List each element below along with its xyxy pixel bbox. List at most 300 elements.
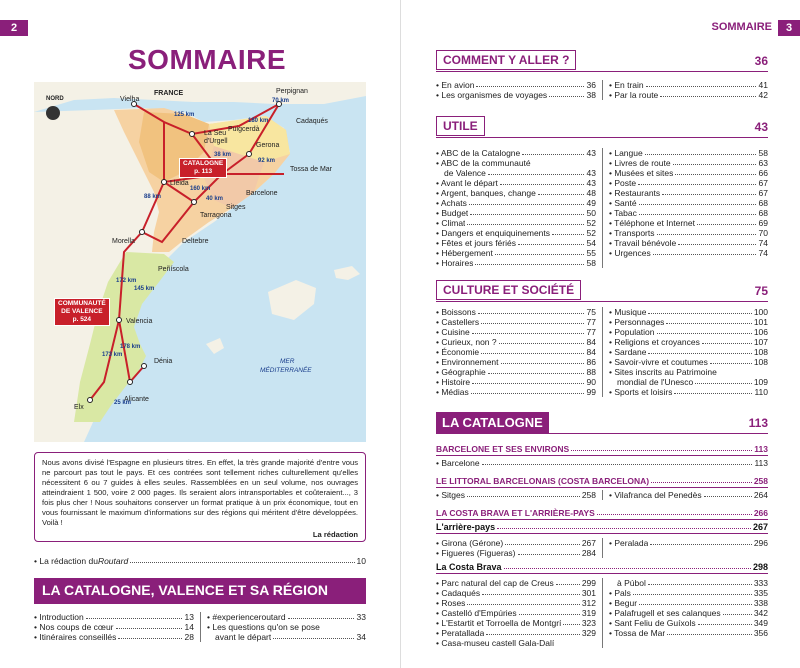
leader-dots [472, 377, 584, 384]
toc-column [436, 490, 602, 500]
city-label-deltebre: Deltebre [182, 238, 209, 245]
distance-label: 178 km [120, 344, 141, 350]
toc-entry[interactable] [436, 307, 596, 317]
leader-dots [633, 588, 752, 595]
leader-dots [662, 188, 756, 195]
section-columns [436, 578, 768, 648]
toc-entry-page: 264 [753, 490, 768, 500]
toc-entry[interactable] [436, 327, 596, 337]
toc-entry[interactable] [609, 387, 768, 397]
leader-dots [646, 80, 756, 87]
toc-entry[interactable] [34, 622, 194, 632]
leader-dots [549, 90, 584, 97]
leader-dots [497, 522, 751, 529]
subsection-page: 267 [752, 522, 768, 532]
toc-entry[interactable] [436, 578, 596, 588]
subsection-title: LE LITTORAL BARCELONAIS (COSTA BARCELONA) [436, 476, 650, 486]
toc-entry[interactable] [609, 367, 768, 377]
leader-dots [518, 548, 580, 555]
toc-entry-label: • Dangers et enquiquinements [436, 228, 551, 238]
toc-entry-label: • Girona (Gérone) [436, 538, 504, 548]
toc-entry-page: 33 [356, 612, 366, 622]
distance-label: 40 km [206, 196, 224, 202]
toc-entry-label: • Cuisine [436, 327, 470, 337]
subsection-title: La Costa Brava [436, 562, 502, 572]
leader-dots [648, 307, 751, 314]
toc-entry-page: 267 [581, 538, 596, 548]
leader-dots [657, 327, 752, 334]
subsection-header[interactable] [436, 522, 768, 534]
toc-entry[interactable] [436, 618, 596, 628]
leader-dots [505, 538, 580, 545]
toc-entry-label: • Pals [609, 588, 631, 598]
toc-entry[interactable] [436, 347, 596, 357]
toc-entry-page: 50 [586, 208, 596, 218]
toc-column [34, 612, 200, 642]
toc-entry-page: 258 [581, 490, 596, 500]
toc-entry-label: • Tossa de Mar [609, 628, 666, 638]
toc-entry[interactable] [436, 490, 596, 500]
subsection-title: L'arrière-pays [436, 522, 496, 532]
toc-entry[interactable] [609, 317, 768, 327]
toc-entry-label: • ABC de la Catalogne [436, 148, 521, 158]
toc-entry-label: • Climat [436, 218, 466, 228]
toc-entry[interactable] [436, 317, 596, 327]
toc-entry[interactable] [436, 208, 596, 218]
leader-dots [486, 628, 579, 635]
sea-label: MÉDITERRANÉE [260, 367, 312, 374]
leader-dots [500, 178, 584, 185]
toc-entry-page: 296 [753, 538, 768, 548]
region-box-line: CATALOGNE [183, 160, 224, 167]
subsection-header[interactable] [436, 476, 768, 488]
toc-entry[interactable] [609, 628, 768, 638]
city-label-perpignan: Perpignan [276, 88, 308, 95]
toc-entry-page: 108 [753, 357, 768, 367]
section-columns [436, 148, 768, 268]
toc-entry-label: • Barcelone [436, 458, 480, 468]
toc-entry-label: • Religions et croyances [609, 337, 700, 347]
toc-entry[interactable] [436, 598, 596, 608]
leader-dots [710, 357, 752, 364]
toc-entry[interactable] [609, 490, 768, 500]
leader-dots [522, 148, 584, 155]
toc-entry-page: 329 [581, 628, 596, 638]
france-label: FRANCE [154, 90, 184, 97]
toc-entry-page: 335 [753, 588, 768, 598]
leader-dots [86, 612, 182, 619]
toc-column [436, 538, 602, 558]
toc-entry-page: 67 [758, 178, 768, 188]
toc-entry[interactable] [436, 188, 596, 198]
toc-entry-page: 48 [586, 188, 596, 198]
toc-entry[interactable] [436, 248, 596, 258]
leader-dots [698, 618, 752, 625]
toc-entry-label: • Tabac [609, 208, 637, 218]
subsection-page: 298 [752, 562, 768, 572]
toc-entry[interactable] [436, 588, 596, 598]
distance-label: 92 km [258, 158, 276, 164]
toc-entry-page: 43 [586, 178, 596, 188]
distance-label: 173 km [102, 352, 123, 358]
subsection-page: 113 [754, 444, 768, 454]
toc-entry[interactable] [609, 198, 768, 208]
toc-entry-page: 312 [581, 598, 596, 608]
region-box-line: p. 113 [194, 168, 213, 175]
toc-entry-label: • Vilafranca del Penedès [609, 490, 702, 500]
toc-entry[interactable] [609, 188, 768, 198]
toc-entry-label: • Avant le départ [436, 178, 498, 188]
section-header-utile[interactable] [436, 116, 768, 138]
toc-entry[interactable] [436, 148, 596, 158]
leader-dots [482, 458, 753, 465]
city-label-alicante: Alicante [124, 396, 149, 403]
toc-entry[interactable] [436, 80, 596, 90]
city-label-barcelone: Barcelone [246, 190, 278, 197]
toc-entry-label: • L'Estartit et Torroella de Montgrí [436, 618, 562, 628]
toc-entry[interactable] [436, 198, 596, 208]
toc-entry-page: 74 [758, 248, 768, 258]
toc-entry-label: • Économie [436, 347, 480, 357]
toc-entry-label: • Population [609, 327, 655, 337]
toc-entry-label: • Livres de route [609, 158, 671, 168]
sea-label: MER [280, 358, 295, 365]
distance-label: 70 km [272, 98, 290, 104]
region-map [34, 82, 366, 442]
toc-entry-italic: Routard [97, 556, 129, 566]
toc-entry[interactable] [436, 548, 596, 558]
city-label-puigcerda: Puigcerdà [228, 126, 260, 133]
toc-entry-label: à Púbol [617, 578, 646, 588]
leader-dots [657, 228, 757, 235]
toc-entry[interactable] [609, 307, 768, 317]
section-banner: LA CATALOGNE, VALENCE ET SA RÉGION [34, 578, 366, 604]
toc-entry[interactable] [609, 228, 768, 238]
toc-entry-label: • Parc natural del cap de Creus [436, 578, 554, 588]
leader-dots [673, 158, 756, 165]
subsection-page: 266 [753, 508, 768, 518]
toc-entry[interactable] [436, 538, 596, 548]
toc-entry-label: • Poste [609, 178, 637, 188]
toc-entry[interactable] [436, 228, 596, 238]
toc-entry[interactable] [609, 80, 768, 90]
section-title: LA CATALOGNE [436, 412, 549, 433]
leader-dots [674, 387, 752, 394]
leader-dots [488, 168, 584, 175]
toc-entry-page: 84 [586, 337, 596, 347]
toc-entry-page: 319 [581, 608, 596, 618]
toc-entry[interactable] [609, 327, 768, 337]
city-label-sitges: Sitges [226, 204, 246, 211]
leader-dots [471, 387, 584, 394]
section-header-catalogne[interactable] [436, 412, 768, 434]
toc-entry[interactable] [207, 622, 366, 632]
section-page: 43 [754, 120, 768, 134]
toc-entry[interactable] [609, 538, 768, 548]
section-header-culture[interactable] [436, 280, 768, 302]
toc-entry[interactable] [609, 168, 768, 178]
city-label-valencia: Valencia [126, 318, 153, 325]
toc-entry[interactable] [609, 158, 768, 168]
toc-entry[interactable] [436, 367, 596, 377]
toc-column [200, 612, 366, 642]
toc-entry[interactable] [34, 612, 194, 622]
toc-entry-page: 100 [753, 307, 768, 317]
leader-dots [467, 490, 580, 497]
toc-entry-page: 49 [586, 198, 596, 208]
toc-entry-label: • Sant Feliu de Guíxols [609, 618, 696, 628]
leader-dots [660, 90, 756, 97]
toc-entry-page: 52 [586, 218, 596, 228]
toc-entry[interactable] [609, 588, 768, 598]
toc-entry-label: • Transports [609, 228, 655, 238]
toc-entry[interactable] [436, 458, 768, 468]
toc-entry-label: • Histoire [436, 377, 471, 387]
toc-entry-page: 67 [758, 188, 768, 198]
toc-entry-label: • Figueres (Figueras) [436, 548, 516, 558]
section-columns [436, 538, 768, 558]
distance-label: 25 km [114, 400, 132, 406]
toc-entry-label: • Téléphone et Internet [609, 218, 695, 228]
toc-entry-page: 342 [753, 608, 768, 618]
toc-column [602, 148, 768, 268]
leader-dots [481, 317, 584, 324]
section-header-comment[interactable] [436, 50, 768, 72]
toc-entry-page: 338 [753, 598, 768, 608]
section-page: 113 [748, 416, 768, 430]
toc-entry-page: 101 [753, 317, 768, 327]
leader-dots [472, 327, 584, 334]
leader-dots [469, 198, 584, 205]
section-columns [436, 490, 768, 500]
toc-entry[interactable] [609, 337, 768, 347]
intro-signature: La rédaction [312, 530, 358, 539]
toc-entry[interactable] [34, 632, 194, 642]
city-label-gerona: Gerona [256, 142, 280, 149]
distance-label: 38 km [214, 152, 232, 158]
toc-entry[interactable] [609, 618, 768, 628]
toc-entry-label: • Begur [609, 598, 638, 608]
toc-entry-label: • Introduction [34, 612, 84, 622]
toc-entry-label: avant le départ [215, 632, 272, 642]
region-box-valence [54, 298, 110, 326]
toc-entry[interactable] [436, 357, 596, 367]
subsection-header[interactable] [436, 562, 768, 574]
leader-dots [651, 476, 752, 483]
distance-label: 125 km [174, 112, 195, 118]
toc-entry-page: 38 [586, 90, 596, 100]
leader-dots [519, 608, 580, 615]
toc-entry[interactable] [436, 258, 596, 268]
toc-entry-page: 36 [586, 80, 596, 90]
toc-entry-page: 41 [758, 80, 768, 90]
toc-entry-page: 77 [586, 317, 596, 327]
leader-dots [475, 258, 584, 265]
toc-entry-page: 34 [356, 632, 366, 642]
toc-entry-label: • ABC de la communauté [436, 158, 531, 168]
subsection-page: 258 [753, 476, 768, 486]
toc-entry[interactable] [436, 377, 596, 387]
section-title: COMMENT Y ALLER ? [436, 50, 576, 70]
toc-entry[interactable] [609, 238, 768, 248]
toc-entry[interactable] [436, 238, 596, 248]
toc-entry[interactable] [609, 148, 768, 158]
toc-entry-label: • Palafrugell et ses calanques [609, 608, 721, 618]
toc-entry-label: • Langue [609, 148, 643, 158]
toc-entry-label: • Urgences [609, 248, 651, 258]
toc-entry[interactable] [436, 218, 596, 228]
toc-entry-label: • Environnement [436, 357, 499, 367]
toc-column [602, 538, 768, 558]
toc-entry-page: 284 [581, 548, 596, 558]
toc-entry-label: • Fêtes et jours fériés [436, 238, 516, 248]
toc-entry[interactable] [609, 347, 768, 357]
region-box-line: DE VALENCE [61, 308, 103, 315]
toc-entry-page: 299 [581, 578, 596, 588]
toc-entry-label: • Géographie [436, 367, 486, 377]
toc-entry-label: • Sites inscrits au Patrimoine [609, 367, 717, 377]
toc-entry-page: 356 [753, 628, 768, 638]
region-box-line: p. 524 [72, 316, 92, 323]
toc-entry-page: 113 [754, 458, 768, 468]
leader-dots [597, 508, 752, 515]
toc-entry-label: • Musique [609, 307, 647, 317]
leader-dots [702, 337, 752, 344]
toc-entry-label: • Itinéraires conseillés [34, 632, 117, 642]
toc-entry-page: 55 [586, 248, 596, 258]
city-label-urgell: d'Urgell [204, 138, 228, 145]
toc-entry[interactable] [34, 556, 366, 566]
toc-entry-row [436, 458, 768, 468]
section-title: CULTURE ET SOCIÉTÉ [436, 280, 581, 300]
toc-entry[interactable] [609, 178, 768, 188]
toc-entry[interactable] [436, 178, 596, 188]
toc-entry[interactable] [609, 377, 768, 387]
leader-dots [130, 556, 354, 563]
toc-entry[interactable] [436, 628, 596, 638]
city-label-morella: Morella [112, 238, 135, 245]
toc-entry-label: • La rédaction du [34, 556, 98, 566]
toc-entry[interactable] [609, 598, 768, 608]
toc-entry-page: 68 [758, 198, 768, 208]
toc-entry-label: • Castellers [436, 317, 480, 327]
section-page: 36 [754, 54, 768, 68]
compass-icon [46, 106, 60, 120]
distance-label: 88 km [144, 194, 162, 200]
toc-entry[interactable] [436, 158, 596, 168]
toc-entry-label: • Nos coups de cœur [34, 622, 114, 632]
toc-entry-label: • Castelló d'Empúries [436, 608, 517, 618]
toc-entry[interactable] [207, 632, 366, 642]
toc-entry[interactable] [436, 608, 596, 618]
toc-entry[interactable] [609, 608, 768, 618]
toc-entry-label: • Budget [436, 208, 469, 218]
leader-dots [639, 208, 756, 215]
leader-dots [288, 612, 354, 619]
toc-entry[interactable] [609, 218, 768, 228]
subsection-header[interactable] [436, 508, 768, 520]
toc-entry[interactable] [609, 248, 768, 258]
intro-box [34, 452, 366, 542]
toc-entry-label: mondial de l'Unesco [617, 377, 694, 387]
toc-entry-label: • Santé [609, 198, 637, 208]
toc-column [602, 307, 768, 397]
toc-entry-page: 323 [581, 618, 596, 628]
leader-dots [653, 248, 756, 255]
toc-entry[interactable] [609, 208, 768, 218]
distance-label: 172 km [116, 278, 137, 284]
leader-dots [639, 598, 752, 605]
toc-entry-label: • Par la route [609, 90, 659, 100]
toc-entry-page: 301 [581, 588, 596, 598]
leader-dots [538, 188, 584, 195]
toc-entry-page: 63 [758, 158, 768, 168]
toc-column [602, 80, 768, 100]
city-label-tossa: Tossa de Mar [290, 166, 333, 173]
leader-dots [639, 198, 756, 205]
toc-entry[interactable] [207, 612, 366, 622]
toc-entry-page: 99 [586, 387, 596, 397]
toc-entry-page: 70 [758, 228, 768, 238]
toc-entry[interactable] [436, 90, 596, 100]
intro-text: Nous avons divisé l'Espagne en plusieurs titres. En effet, la très grande majorité d'entre vous ne parcourt pas tout le pays. Et ces contrées sont tellement riches culturellement qu'elles nécessitent 6 ou 7 guides à elles seules. Rassemblées en un seul volume, nos ouvrages atteindraient 1 500, voire 2 000 pages. Ils seraient alors intransportables et coûteraient..., 3 fois plus cher ! Nous souhaitons conserver un format pratique à un prix économique, tout en vous fournissant le maximum d'informations sur des régions qui méritent d'être développées. Voilà ! [42, 458, 358, 527]
toc-entry-label: • Travail bénévole [609, 238, 677, 248]
toc-entry-page: 86 [586, 357, 596, 367]
toc-entry-label: • Sardane [609, 347, 647, 357]
toc-entry-label: • Sitges [436, 490, 465, 500]
toc-entry-label: • Curieux, non ? [436, 337, 497, 347]
leader-dots [697, 218, 756, 225]
city-label-elx: Elx [74, 404, 84, 411]
section-columns [436, 307, 768, 397]
toc-entry-label: • #experienceroutard [207, 612, 286, 622]
toc-entry[interactable] [436, 337, 596, 347]
toc-entry[interactable] [609, 578, 768, 588]
toc-entry-label: • Cadaqués [436, 588, 481, 598]
toc-entry-page: 75 [586, 307, 596, 317]
region-box-catalogne [179, 158, 227, 178]
toc-entry-page: 77 [586, 327, 596, 337]
city-label-denia: Dénia [154, 358, 173, 365]
toc-entry[interactable] [609, 357, 768, 367]
page-title: SOMMAIRE [128, 44, 286, 75]
subsection-header[interactable] [436, 444, 768, 456]
toc-entry-page: 109 [753, 377, 768, 387]
leader-dots [638, 178, 756, 185]
page-number: 2 [10, 22, 18, 34]
toc-column [436, 148, 602, 268]
leader-dots [482, 588, 580, 595]
toc-entry[interactable] [436, 638, 596, 648]
toc-entry-page: 108 [753, 347, 768, 357]
toc-column [436, 578, 602, 648]
toc-entry-label: • Savoir-vivre et coutumes [609, 357, 708, 367]
toc-entry[interactable] [609, 90, 768, 100]
leader-dots [504, 562, 751, 569]
leader-dots [648, 578, 752, 585]
leader-dots [481, 347, 584, 354]
toc-entry-page: 110 [754, 387, 768, 397]
toc-entry[interactable] [436, 387, 596, 397]
toc-entry-page: 66 [758, 168, 768, 178]
distance-label: 180 km [248, 118, 269, 124]
toc-entry-label: • Boissons [436, 307, 476, 317]
leader-dots [650, 538, 751, 545]
city-label-peniscola: Peñíscola [158, 266, 189, 273]
toc-entry[interactable] [436, 168, 596, 178]
toc-entry-page: 88 [586, 367, 596, 377]
toc-entry-page: 69 [758, 218, 768, 228]
